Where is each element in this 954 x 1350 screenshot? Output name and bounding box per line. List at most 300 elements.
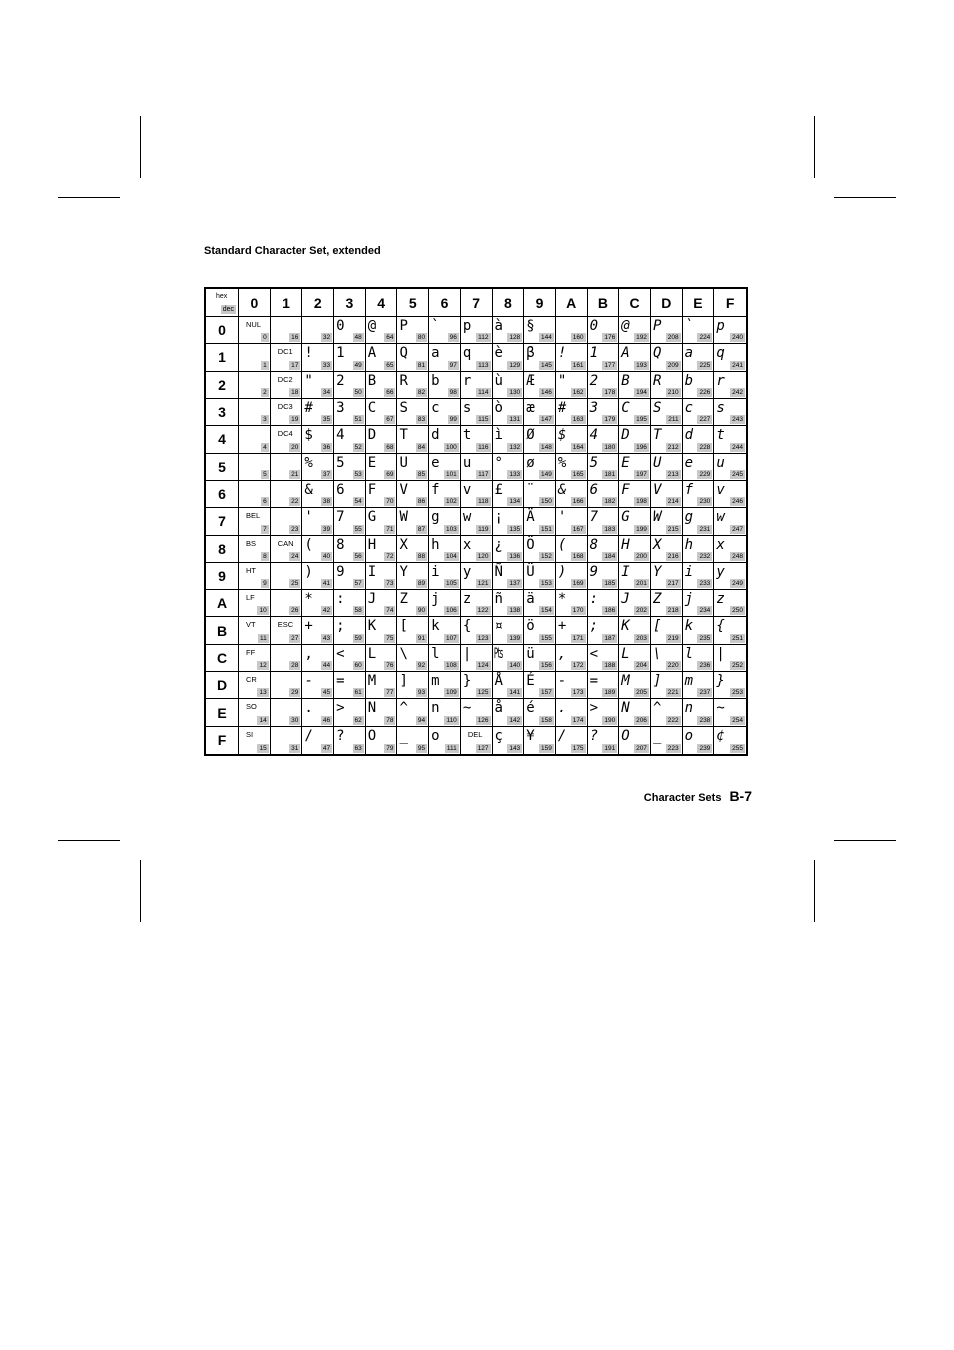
dec-code: 22 (291, 498, 299, 506)
dec-code: 223 (667, 745, 679, 752)
char-cell (334, 317, 366, 344)
dec-code: 157 (541, 689, 552, 697)
char-glyph: C (367, 399, 377, 416)
dec-code: 28 (291, 662, 299, 670)
char-cell (397, 699, 429, 726)
dec-code: 199 (636, 525, 647, 533)
char-cell (302, 645, 334, 672)
char-glyph: H (621, 536, 630, 553)
char-glyph: b (684, 372, 694, 389)
char-cell (556, 426, 588, 453)
char-cell (556, 617, 588, 644)
char-cell (334, 727, 366, 754)
char-glyph: k (431, 618, 440, 635)
char-glyph: g (431, 509, 440, 526)
char-cell (239, 508, 271, 535)
char-glyph: q (462, 345, 472, 362)
char-cell (429, 317, 461, 344)
char-cell (461, 672, 493, 699)
char-glyph: k (684, 618, 694, 635)
char-cell (271, 372, 303, 399)
char-cell (493, 317, 525, 344)
char-cell (588, 645, 620, 672)
control-name: HT (246, 565, 256, 575)
char-cell (429, 454, 461, 481)
char-glyph: J (621, 591, 630, 608)
char-glyph: m (431, 673, 440, 690)
char-cell (461, 317, 493, 344)
dec-code: 233 (699, 580, 711, 588)
char-cell (429, 699, 461, 726)
char-glyph: ; (336, 618, 345, 635)
char-cell (588, 590, 620, 617)
char-cell (397, 399, 429, 426)
char-cell (651, 536, 683, 563)
char-cell (302, 727, 334, 754)
char-cell (524, 481, 556, 508)
char-cell (302, 563, 334, 590)
char-cell (651, 454, 683, 481)
char-cell (683, 617, 715, 644)
char-cell (429, 590, 461, 617)
char-glyph: L (621, 645, 630, 662)
dec-code: 232 (699, 552, 711, 560)
char-cell (271, 590, 303, 617)
dec-code: 242 (732, 388, 743, 396)
char-cell (588, 317, 620, 344)
dec-code: 221 (667, 689, 679, 697)
dec-code: 158 (541, 716, 552, 724)
dec-code: 75 (386, 634, 394, 642)
dec-code: 50 (354, 388, 362, 396)
dec-code: 19 (291, 416, 299, 424)
dec-code: 16 (291, 334, 299, 342)
char-cell (271, 399, 303, 426)
dec-code: 94 (417, 716, 426, 724)
dec-code: 30 (291, 716, 299, 724)
char-glyph: 9 (589, 563, 598, 580)
dec-code: 247 (732, 525, 743, 533)
char-cell (651, 481, 683, 508)
dec-code: 131 (509, 416, 521, 424)
char-cell (524, 508, 556, 535)
dec-code: 227 (699, 416, 711, 424)
dec-code: 189 (604, 689, 616, 697)
dec-code: 104 (445, 552, 457, 560)
row-header: 3 (206, 399, 239, 426)
dec-label: dec (222, 306, 234, 313)
char-cell (302, 372, 334, 399)
crop-mark (814, 860, 815, 922)
char-cell (429, 645, 461, 672)
row-header: F (206, 727, 239, 754)
char-glyph: % (304, 454, 313, 471)
dec-code: 211 (668, 416, 679, 424)
char-cell (302, 481, 334, 508)
dec-code: 222 (667, 716, 679, 724)
char-cell (397, 317, 429, 344)
char-glyph: É (526, 673, 535, 690)
char-cell (334, 563, 366, 590)
char-glyph: c (431, 399, 440, 416)
char-glyph: & (304, 481, 313, 498)
char-glyph: 3 (589, 399, 598, 416)
char-glyph: P (399, 318, 408, 334)
dec-code: 171 (572, 634, 584, 642)
dec-code: 176 (604, 334, 616, 342)
char-glyph: @ (367, 318, 377, 334)
dec-code: 250 (732, 607, 743, 615)
char-cell (714, 563, 746, 590)
char-glyph: > (589, 700, 598, 717)
dec-code: 105 (445, 580, 457, 588)
dec-code: 62 (354, 716, 362, 724)
dec-code: 24 (291, 552, 299, 560)
char-glyph: t (462, 427, 472, 444)
dec-code: 246 (732, 498, 743, 506)
char-glyph: ₧ (494, 645, 503, 662)
char-cell (239, 617, 271, 644)
dec-code: 66 (386, 388, 394, 396)
char-cell (619, 454, 651, 481)
char-cell (334, 536, 366, 563)
char-cell (714, 590, 746, 617)
char-cell (302, 672, 334, 699)
dec-code: 147 (541, 416, 552, 424)
char-cell (461, 590, 493, 617)
dec-code: 8 (263, 552, 267, 560)
dec-code: 204 (636, 662, 647, 670)
char-glyph: Ö (526, 536, 535, 553)
char-cell (619, 317, 651, 344)
char-cell (588, 344, 620, 371)
char-glyph: B (621, 372, 630, 389)
char-cell (239, 372, 271, 399)
char-glyph: I (621, 563, 630, 580)
char-cell (524, 727, 556, 754)
char-glyph: W (652, 509, 662, 526)
char-glyph: F (367, 481, 377, 498)
char-glyph: ì (494, 427, 503, 444)
char-glyph: & (557, 481, 567, 498)
char-cell (366, 727, 398, 754)
char-cell (683, 536, 715, 563)
dec-code: 191 (604, 745, 616, 752)
char-cell (302, 590, 334, 617)
char-cell (271, 454, 303, 481)
dec-code: 136 (509, 552, 521, 560)
char-cell (588, 426, 620, 453)
column-header: 4 (366, 289, 398, 317)
char-glyph: s (716, 399, 725, 416)
char-cell (429, 508, 461, 535)
char-glyph: ) (557, 563, 567, 580)
dec-code: 110 (446, 716, 457, 724)
char-glyph: Z (652, 591, 662, 608)
char-glyph: ç (494, 727, 503, 744)
char-cell (334, 454, 366, 481)
char-glyph: p (716, 318, 725, 334)
control-name: VT (246, 620, 256, 630)
dec-code: 219 (667, 634, 679, 642)
char-cell (397, 563, 429, 590)
char-cell (461, 727, 493, 754)
char-cell (461, 563, 493, 590)
char-glyph: T (652, 427, 662, 444)
dec-code: 81 (417, 361, 426, 369)
char-cell (683, 372, 715, 399)
row-header: 1 (206, 344, 239, 371)
dec-code: 155 (541, 634, 552, 642)
char-glyph: t (716, 427, 725, 444)
char-cell (493, 672, 525, 699)
dec-code: 224 (699, 334, 711, 342)
dec-code: 55 (354, 525, 362, 533)
char-glyph: £ (494, 481, 503, 498)
dec-code: 99 (449, 416, 457, 424)
char-cell (366, 699, 398, 726)
dec-code: 20 (291, 443, 299, 451)
dec-code: 3 (263, 416, 267, 424)
char-glyph: V (652, 481, 662, 498)
dec-code: 85 (417, 470, 426, 478)
char-cell (493, 727, 525, 754)
char-cell (334, 426, 366, 453)
char-glyph: X (652, 536, 662, 553)
char-cell (271, 344, 303, 371)
dec-code: 10 (259, 607, 267, 615)
char-glyph: m (684, 673, 694, 690)
char-cell (556, 508, 588, 535)
character-set-table (204, 287, 748, 756)
char-glyph: 6 (336, 481, 345, 498)
dec-code: 163 (572, 416, 584, 424)
char-cell (714, 317, 746, 344)
dec-code: 51 (354, 416, 362, 424)
char-glyph: Y (652, 563, 662, 580)
dec-code: 103 (445, 525, 457, 533)
crop-mark (58, 840, 120, 841)
char-glyph: g (684, 509, 694, 526)
dec-code: 159 (541, 745, 552, 752)
char-cell (556, 344, 588, 371)
char-cell (651, 617, 683, 644)
char-cell (334, 508, 366, 535)
char-cell (651, 645, 683, 672)
dec-code: 142 (509, 716, 521, 724)
char-glyph: W (399, 509, 408, 526)
hex-label: hex (216, 293, 228, 300)
dec-code: 220 (667, 662, 679, 670)
dec-code: 93 (417, 689, 426, 697)
dec-code: 32 (322, 334, 331, 342)
char-cell (397, 590, 429, 617)
char-cell (588, 399, 620, 426)
char-cell (651, 563, 683, 590)
char-glyph: { (716, 618, 725, 635)
char-glyph: \ (399, 645, 408, 662)
char-cell (524, 645, 556, 672)
char-cell (619, 399, 651, 426)
dec-code: 60 (354, 662, 362, 670)
char-glyph: o (684, 727, 694, 744)
char-cell (619, 617, 651, 644)
char-cell (334, 344, 366, 371)
dec-code: 156 (541, 662, 552, 670)
char-glyph: ; (589, 618, 598, 635)
char-cell (619, 426, 651, 453)
dec-code: 74 (386, 607, 394, 615)
char-glyph: Q (399, 345, 408, 362)
dec-code: 249 (732, 580, 743, 588)
char-glyph: h (684, 536, 694, 553)
char-cell (429, 617, 461, 644)
char-cell (302, 617, 334, 644)
char-cell (619, 344, 651, 371)
char-glyph: s (462, 399, 472, 416)
char-glyph: ( (557, 536, 567, 553)
char-glyph: f (431, 481, 440, 498)
char-glyph: x (462, 536, 472, 553)
dec-code: 152 (541, 552, 552, 560)
char-glyph: . (304, 700, 313, 717)
char-cell (397, 727, 429, 754)
dec-code: 251 (732, 634, 743, 642)
crop-mark (140, 860, 141, 922)
char-cell (683, 481, 715, 508)
dec-code: 112 (478, 334, 489, 342)
char-glyph: 0 (589, 318, 598, 334)
dec-code: 96 (449, 334, 457, 342)
column-header: E (683, 289, 715, 317)
dec-code: 168 (572, 552, 584, 560)
char-glyph: N (621, 700, 630, 717)
dec-code: 115 (478, 416, 489, 424)
row-header: 9 (206, 563, 239, 590)
char-glyph: ^ (652, 700, 662, 717)
char-glyph: ? (589, 727, 598, 744)
char-glyph: Ø (526, 427, 535, 444)
dec-code: 201 (636, 580, 647, 588)
dec-code: 175 (572, 745, 584, 752)
dec-code: 36 (322, 443, 331, 451)
dec-code: 87 (417, 525, 426, 533)
dec-code: 92 (417, 662, 426, 670)
dec-code: 7 (263, 525, 267, 533)
dec-code: 197 (636, 470, 647, 478)
char-cell (397, 672, 429, 699)
char-cell (524, 672, 556, 699)
control-name: DEL (467, 729, 483, 739)
dec-code: 215 (667, 525, 679, 533)
dec-code: 150 (541, 498, 552, 506)
dec-code: 210 (667, 388, 679, 396)
char-cell (397, 454, 429, 481)
char-glyph: y (462, 563, 472, 580)
char-glyph: / (557, 727, 567, 744)
dec-code: 138 (509, 607, 521, 615)
dec-code: 179 (604, 416, 616, 424)
char-glyph: ] (652, 673, 662, 690)
dec-code: 98 (449, 388, 457, 396)
char-glyph: , (557, 645, 567, 662)
char-cell (239, 481, 271, 508)
char-glyph: 8 (589, 536, 598, 553)
column-header: D (651, 289, 683, 317)
dec-code: 77 (386, 689, 394, 697)
char-glyph: ñ (494, 591, 503, 608)
char-cell (524, 454, 556, 481)
dec-code: 97 (449, 361, 457, 369)
dec-code: 202 (636, 607, 647, 615)
dec-code: 126 (477, 716, 489, 724)
row-header: 0 (206, 317, 239, 344)
char-cell (366, 399, 398, 426)
dec-code: 0 (263, 334, 267, 342)
char-cell (493, 344, 525, 371)
char-cell (239, 454, 271, 481)
crop-mark (140, 116, 141, 178)
dec-code: 190 (604, 716, 616, 724)
char-cell (239, 672, 271, 699)
char-glyph: y (716, 563, 725, 580)
char-cell (461, 536, 493, 563)
char-cell (651, 672, 683, 699)
char-cell (651, 699, 683, 726)
char-cell (619, 699, 651, 726)
char-glyph: n (431, 700, 440, 717)
char-glyph: < (336, 645, 345, 662)
char-cell (493, 454, 525, 481)
char-cell (683, 344, 715, 371)
char-glyph: 7 (589, 509, 598, 526)
dec-code: 15 (259, 745, 267, 752)
char-glyph: 2 (589, 372, 598, 389)
char-cell (524, 617, 556, 644)
char-cell (271, 672, 303, 699)
char-glyph: D (367, 427, 377, 444)
char-cell (493, 399, 525, 426)
dec-code: 182 (604, 498, 616, 506)
char-glyph: ~ (462, 700, 472, 717)
dec-code: 252 (732, 662, 743, 670)
dec-code: 58 (354, 607, 362, 615)
char-glyph: | (716, 645, 725, 662)
char-cell (334, 372, 366, 399)
char-glyph: , (304, 645, 313, 662)
dec-code: 11 (259, 634, 267, 642)
char-cell (588, 617, 620, 644)
char-glyph: p (462, 318, 472, 334)
char-cell (461, 481, 493, 508)
char-cell (397, 372, 429, 399)
control-name: SI (246, 729, 254, 739)
char-cell (271, 727, 303, 754)
dec-code: 254 (732, 716, 743, 724)
dec-code: 84 (417, 443, 426, 451)
dec-code: 166 (572, 498, 584, 506)
char-glyph: æ (526, 399, 535, 416)
dec-code: 177 (604, 361, 616, 369)
dec-code: 111 (446, 745, 457, 752)
dec-code: 200 (636, 552, 647, 560)
char-cell (334, 645, 366, 672)
dec-code: 78 (386, 716, 394, 724)
char-cell (271, 563, 303, 590)
char-glyph: è (494, 345, 503, 362)
dec-code: 67 (386, 416, 394, 424)
char-glyph: E (621, 454, 630, 471)
